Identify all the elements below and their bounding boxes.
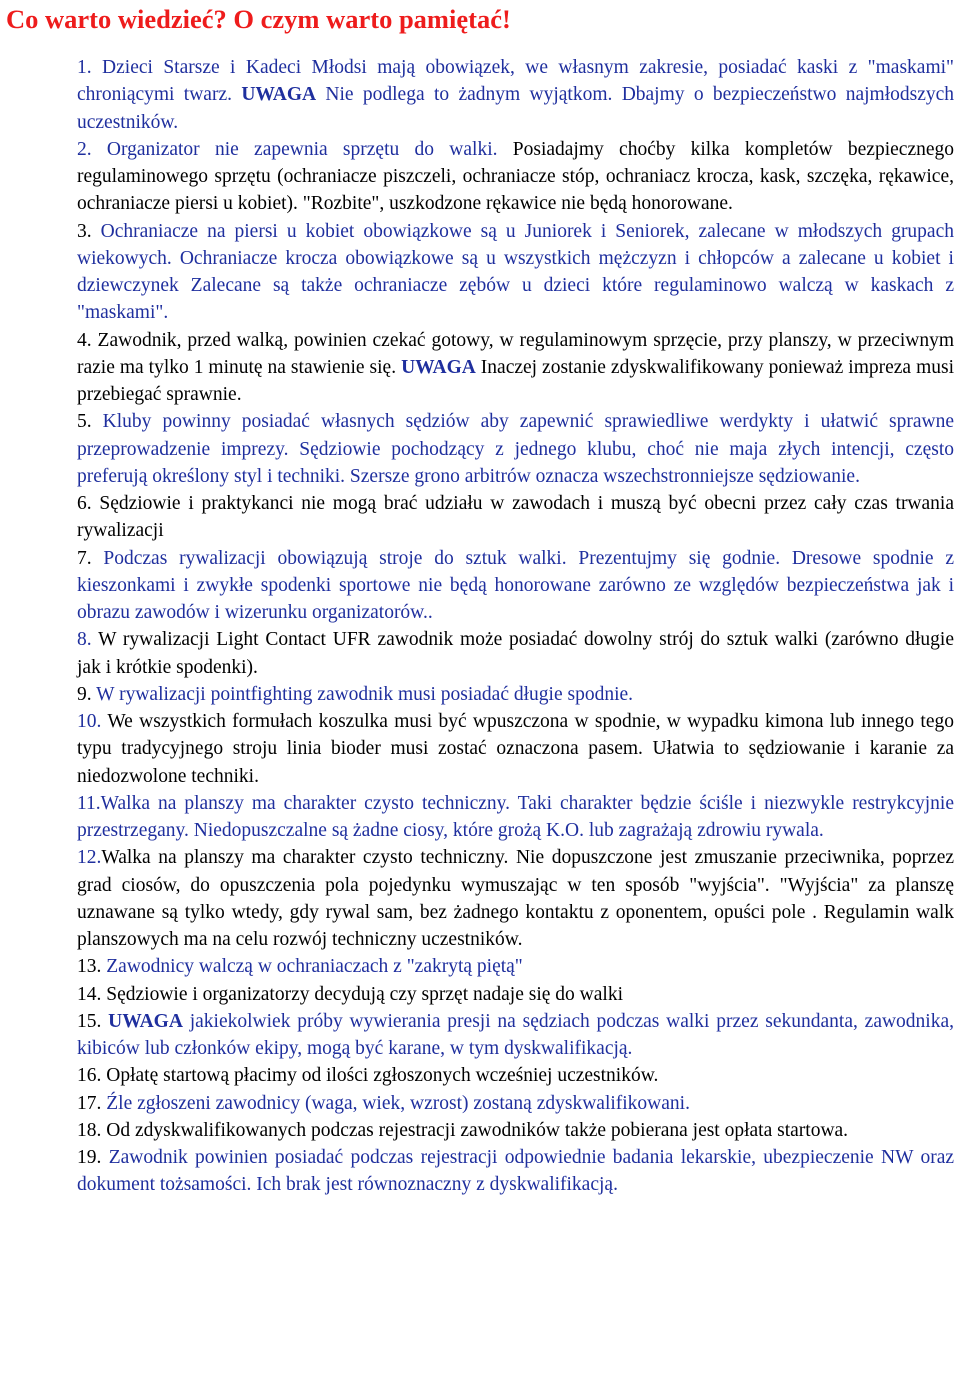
rule-text-segment: 16. Opłatę startową płacimy od ilości zgłoszonych wcześniej uczestników. <box>77 1065 659 1087</box>
rule-text-segment: 8. <box>77 629 99 651</box>
rule-item <box>77 1144 954 1199</box>
rule-text-segment: 7. <box>77 547 104 569</box>
rule-item <box>77 54 954 136</box>
rule-text-segment: 18. Od zdyskwalifikowanych podczas rejestracji zawodników także pobierana jest opłata startowa. <box>77 1119 849 1141</box>
rule-text-segment: Kluby powinny posiadać własnych sędziów aby zapewnić sprawiedliwe werdykty i ułatwić sprawne przeprowadzenie imprezy. Sędziowie pochodzący z jednego klubu, choć nie maja złych intencji, często preferują określony styl i techniki. Szersze grono arbitrów oznacza wszechstronniejsze sędziowanie. <box>77 411 955 487</box>
rule-item <box>77 1090 954 1117</box>
rule-text-segment: Źle zgłoszeni zawodnicy (waga, wiek, wzrost) zostaną zdyskwalifikowani. <box>106 1092 690 1114</box>
rule-item <box>77 953 954 980</box>
page-title: Co warto wiedzieć? O czym warto pamiętać! <box>6 4 511 34</box>
rule-item <box>77 681 954 708</box>
rule-item <box>77 327 954 409</box>
rule-text-segment: We wszystkich formułach koszulka musi być wpuszczona w spodnie, w wypadku kimona lub innego tego typu tradycyjnego stroju linia bioder musi zostać oznaczona pasem. Ułatwia to sędziowanie i karanie za niedozwolone techniki. <box>77 711 954 787</box>
rule-text-segment: Inaczej zostanie zdyskwalifikowany ponieważ impreza musi przebiegać sprawnie. <box>77 356 954 405</box>
rule-text-segment: Posiadajmy choćby kilka kompletów bezpiecznego regulaminowego sprzętu (ochraniacze piszczeli, ochraniacze stóp, ochraniacz krocza, kask, szczęka, rękawice, ochraniacze piersi u kobiet). "Rozbite", uszkodzone rękawice nie będą honorowane. <box>77 138 954 215</box>
rule-item <box>77 981 954 1008</box>
rule-text-segment: 11.Walka na planszy ma charakter czysto techniczny. Taki charakter będzie ściśle i niezwykle restrykcyjnie przestrzegany. Niedopuszczalne są żadne ciosy, które grożą K.O. lub zagrażają zdrowiu rywala. <box>77 792 954 841</box>
rule-text-segment: 9. <box>77 683 97 705</box>
rule-text-segment: 13. <box>77 956 107 978</box>
rule-text-segment: 4. Zawodnik, przed walką, powinien czekać gotowy, w regulaminowym sprzęcie, przy planszy, w przeciwnym razie ma tylko 1 minutę na stawienie się. <box>77 329 954 378</box>
rule-text-segment: 15. <box>77 1010 109 1032</box>
rule-text-segment: 1. Dzieci Starsze i Kadeci Młodsi mają obowiązek, we własnym zakresie, posiadać kaski z "maskami" chroniącymi twarz. <box>77 57 954 106</box>
rule-item <box>77 545 954 627</box>
rule-text-segment: 5. <box>77 411 103 433</box>
rule-item <box>77 1117 954 1144</box>
rule-item <box>77 708 954 790</box>
rule-text-segment: Nie podlega to żadnym wyjątkom. Dbajmy o bezpieczeństwo najmłodszych uczestników. <box>77 84 955 133</box>
rule-text-segment: 17. <box>77 1092 107 1114</box>
rules-list <box>77 54 954 1199</box>
rule-item <box>77 136 954 218</box>
rule-text-segment: W rywalizacji Light Contact UFR zawodnik może posiadać dowolny strój do sztuk walki (zarówno długie jak i krótkie spodenki). <box>77 629 954 678</box>
rule-text-segment: Walka na planszy ma charakter czysto techniczny. Nie dopuszczone jest zmuszanie przeciwnika, poprzez grad ciosów, do opuszczenia pola pojedynku wymuszając w ten sposób "wyjścia". "Wyjścia" za planszę uznawane są tylko wtedy, gdy rywal sam, bez żadnego kontaktu z oponentem, opuści pole . Regulamin walk planszowych ma na celu rozwój techniczny uczestników. <box>77 847 954 950</box>
rule-item <box>77 1062 954 1089</box>
rule-text-segment: UWAGA <box>401 356 476 378</box>
rule-text-segment: 19. <box>77 1147 109 1168</box>
rule-item <box>77 218 954 327</box>
rule-text-segment: Podczas rywalizacji obowiązują stroje do sztuk walki. Prezentujmy się godnie. Dresowe spodnie z kieszonkami i zwykłe spodenki sportowe nie będą honorowane zarówno ze względów bezpieczeństwa jak i obrazu zawodów i wizerunku organizatorów.. <box>77 547 955 623</box>
rule-item <box>77 490 954 545</box>
rule-item <box>77 790 954 845</box>
rule-text-segment: Zawodnik powinien posiadać podczas rejestracji odpowiednie badania lekarskie, ubezpieczenie NW oraz dokument tożsamości. Ich brak jest równoznaczny z dyskwalifikacją. <box>77 1147 955 1196</box>
rule-text-segment: 12. <box>77 847 102 869</box>
rule-text-segment: Ochraniacze na piersi u kobiet obowiązkowe są u Juniorek i Seniorek, zalecane w młodszych grupach wiekowych. <box>77 220 954 269</box>
rule-text-segment: 3. <box>77 220 101 242</box>
rule-text-segment: 10. <box>77 711 108 732</box>
rule-text-segment: UWAGA <box>108 1010 183 1032</box>
rule-item <box>77 408 954 490</box>
rule-text-segment: jakiekolwiek próby wywierania presji na sędziach podczas walki przez sekundanta, zawodnika, kibiców lub członków ekipy, mogą być karane, w tym dyskwalifikacją. <box>77 1010 954 1059</box>
rule-text-segment: 14. Sędziowie i organizatorzy decydują czy sprzęt nadaje się do walki <box>77 983 623 1005</box>
rule-item <box>77 1008 954 1063</box>
rule-text-segment: 6. Sędziowie i praktykanci nie mogą brać udziału w zawodach i muszą być obecni przez cały czas trwania rywalizacji <box>77 493 954 542</box>
rule-text-segment: UWAGA <box>241 84 317 106</box>
rule-item <box>77 626 954 681</box>
rule-text-segment: W rywalizacji pointfighting zawodnik musi posiadać długie spodnie. <box>96 683 634 705</box>
rule-text-segment: Zawodnicy walczą w ochraniaczach z "zakrytą piętą" <box>106 956 523 978</box>
rule-text-segment: 2. Organizator nie zapewnia sprzętu do walki. <box>77 138 513 160</box>
rule-item <box>77 844 954 953</box>
rule-text-segment: Ochraniacze krocza obowiązkowe są u wszystkich mężczyzn i chłopców a zalecane u kobiet i dziewczynek Zalecane są także ochraniacze zębów u dzieci które regulaminowo walczą w kaskach z "maskami". <box>77 247 954 324</box>
